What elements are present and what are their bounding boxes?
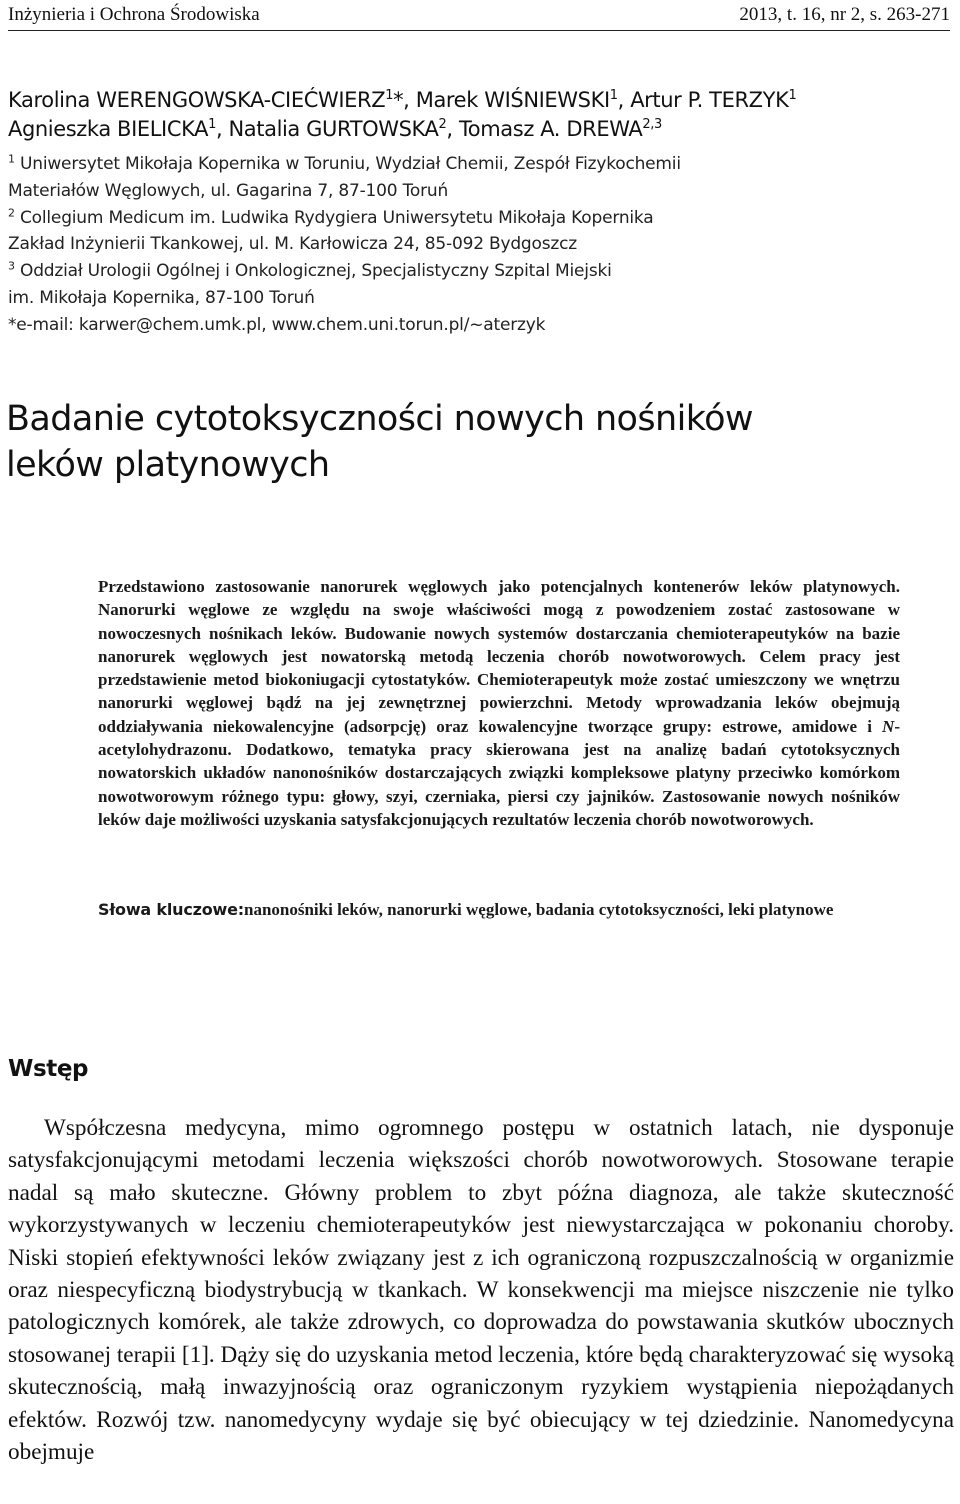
- author-affil-ref: 2,3: [642, 117, 662, 132]
- author-affil-ref: 1: [385, 88, 394, 103]
- affiliation-line: Zakład Inżynierii Tkankowej, ul. M. Karłowicza 24, 85-092 Bydgoszcz: [8, 234, 577, 255]
- author-list: [8, 86, 948, 144]
- author-name: , Natalia GURTOWSKA: [215, 117, 439, 141]
- running-header: [8, 4, 950, 31]
- journal-name: Inżynieria i Ochrona Środowiska: [8, 4, 260, 25]
- issue-info: 2013, t. 16, nr 2, s. 263-271: [739, 4, 950, 25]
- affil-number: 1: [8, 152, 15, 166]
- title-line-2: leków platynowych: [6, 445, 330, 485]
- affiliations: [8, 151, 948, 339]
- author-name: Agnieszka BIELICKA: [8, 117, 209, 141]
- author-line-2: [8, 115, 948, 144]
- paper-title: [6, 396, 946, 488]
- keywords-text: nanonośniki leków, nanorurki węglowe, badania cytotoksyczności, leki platynowe: [244, 900, 834, 919]
- author-affil-ref: 1: [208, 117, 216, 132]
- author-name: , Tomasz A. DREWA: [446, 117, 643, 141]
- body-paragraph: Współczesna medycyna, mimo ogromnego postępu w ostatnich latach, nie dysponuje satysfakcjonującymi metodami leczenia większości chorób nowotworowych. Stosowane terapie nadal są mało skuteczne. Główny problem to zbyt późna diagnoza, ale także skuteczność wykorzystywanych w leczeniu chemioterapeutyków jest niewystarczająca w pokonaniu choroby. Niski stopień efektywności leków związany jest z ich ograniczoną rozpuszczalnością w organizmie oraz niespecyficzną biodystrybucją w tkankach. W konsekwencji ma miejsce niszczenie nie tylko patologicznych komórek, ale także zdrowych, co doprowadza do powstawania skutków ubocznych stosowanej terapii [1]. Dąży się do uzyskania metod leczenia, które będą charakteryzować się wysoką skutecznością, małą inwazyjnością oraz ograniczonym ryzykiem wystąpienia niepożądanych efektów. Rozwój tzw. nanomedycyny wydaje się być obiecujący w tej dziedzinie. Nanomedycyna obejmuje: [8, 1115, 954, 1466]
- abstract-italic: N: [882, 716, 895, 736]
- affil-text: Oddział Urologii Ogólnej i Onkologicznej, Specjalistyczny Szpital Miejski: [14, 261, 612, 282]
- abstract-text: Przedstawiono zastosowanie nanorurek węglowych jako potencjalnych kontenerów leków platynowych. Nanorurki węglowe ze względu na swoje właściwości mogą z powodzeniem zostać zastosowane w nowoczesnych nośnikach leków. Budowanie nowych systemów dostarczania chemioterapeutyków na bazie nanorurek węglowych jest nowatorską metodą leczenia chorób nowotworowych. Celem pracy jest przedstawienie metod biokoniugacji cytostatyków. Chemioterapeutyk może zostać umieszczony we wnętrzu nanorurki węglowej bądź na jej zewnętrznej powierzchni. Metody wprowadzania leków obejmują oddziaływania niekowalencyjne (adsorpcję) oraz kowalencyjne tworzące grupy: estrowe, amidowe i: [98, 577, 900, 736]
- abstract: [98, 575, 900, 831]
- contact-email-line: *e-mail: karwer@chem.umk.pl, www.chem.uni.torun.pl/~aterzyk: [8, 314, 546, 335]
- keywords-label: Słowa kluczowe:: [98, 900, 244, 919]
- affiliation-line: Materiałów Węglowych, ul. Gagarina 7, 87-100 Toruń: [8, 180, 449, 201]
- author-name: Karolina WERENGOWSKA-CIEĆWIERZ: [8, 88, 386, 112]
- author-affil-ref: 1: [788, 88, 797, 103]
- affiliation-line: [8, 205, 948, 232]
- corresponding-mark: *: [393, 88, 404, 112]
- author-name: , Artur P. TERZYK: [617, 88, 789, 112]
- affiliation-line: [8, 258, 948, 285]
- affil-number: 2: [8, 205, 15, 219]
- affiliation-line: im. Mikołaja Kopernika, 87-100 Toruń: [8, 287, 315, 308]
- author-affil-ref: 1: [609, 88, 618, 103]
- title-line-1: Badanie cytotoksyczności nowych nośników: [6, 399, 753, 439]
- affil-number: 3: [8, 259, 15, 273]
- abstract-text: -acetylohydrazonu. Dodatkowo, tematyka pracy skierowana jest na analizę badań cytotoksycznych nowatorskich układów nanonośników dostarczających związki kompleksowe platyny przeciwko komórkom nowotworowym różnego typu: głowy, szyi, czerniaka, piersi czy jajników. Zastosowanie nowych nośników leków daje możliwości uzyskania satysfakcjonujących rezultatów leczenia chorób nowotworowych.: [98, 716, 900, 829]
- author-affil-ref: 2: [438, 117, 447, 132]
- affil-text: Collegium Medicum im. Ludwika Rydygiera Uniwersytetu Mikołaja Kopernika: [14, 207, 654, 228]
- author-name: , Marek WIŚNIEWSKI: [403, 88, 610, 112]
- author-line-1: [8, 86, 948, 115]
- affil-text: Uniwersytet Mikołaja Kopernika w Toruniu, Wydział Chemii, Zespół Fizykochemii: [14, 154, 681, 174]
- affiliation-line: [8, 151, 948, 178]
- section-heading: Wstęp: [8, 1056, 89, 1082]
